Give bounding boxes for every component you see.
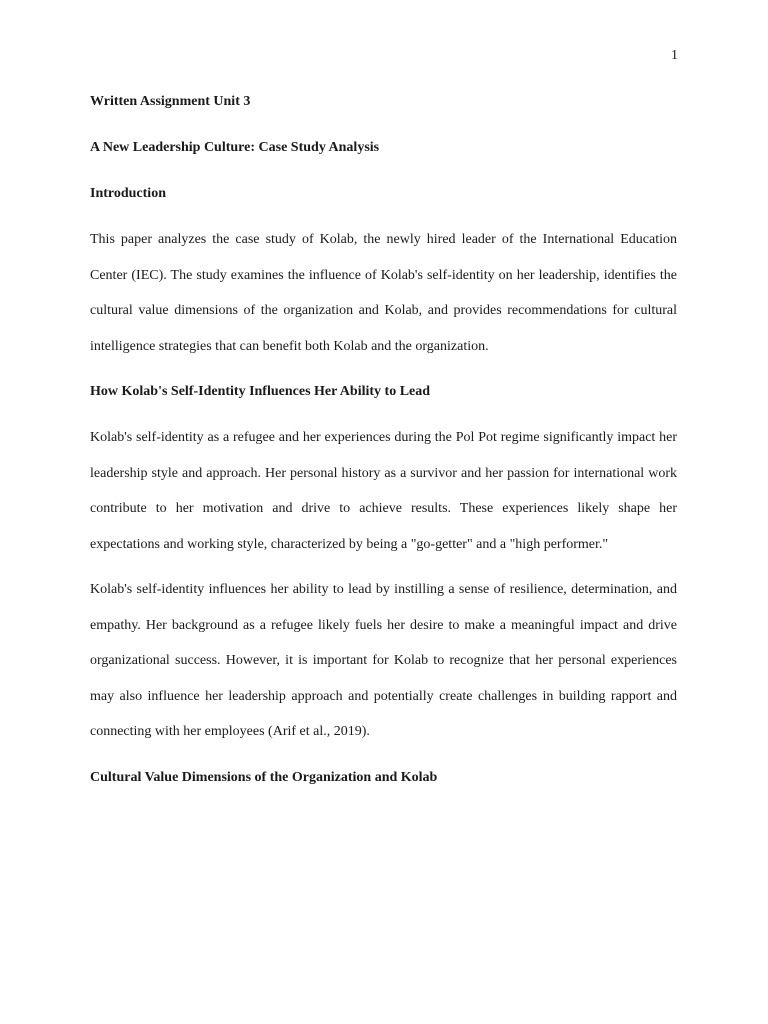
document-body [90, 92, 677, 814]
section-heading-cultural-value-dimensions: Cultural Value Dimensions of the Organization and Kolab [90, 769, 438, 785]
section-heading-self-identity: How Kolab's Self-Identity Influences Her Ability to Lead [90, 384, 431, 399]
introduction-paragraph: This paper analyzes the case study of Kolab, the newly hired leader of the International Education Center (IEC). The study examines the influence of Kolab's self-identity on her leadership, identifies the cultural value dimensions of the organization and Kolab, and provides recommendations for cultural intelligence strategies that can benefit both Kolab and the organization. [90, 232, 677, 354]
self-identity-paragraph-2: Kolab's self-identity influences her ability to lead by instilling a sense of resilience, determination, and empathy. Her background as a refugee likely fuels her desire to make a meaningful impact and drive organizational success. However, it is important for Kolab to recognize that her personal experiences may also influence her leadership approach and potentially create challenges in building rapport and connecting with her employees (Arif et al., 2019). [90, 582, 677, 739]
section-heading-introduction: Introduction [90, 186, 166, 201]
self-identity-paragraph-1: Kolab's self-identity as a refugee and her experiences during the Pol Pot regime significantly impact her leadership style and approach. Her personal history as a survivor and her passion for international work contribute to her motivation and drive to achieve results. These experiences likely shape her expectations and working style, characterized by being a "go-getter" and a "high performer." [90, 430, 677, 552]
document-title: Written Assignment Unit 3 [90, 94, 251, 109]
document-subtitle: A New Leadership Culture: Case Study Analysis [90, 140, 380, 155]
page-number: 1 [671, 48, 678, 63]
